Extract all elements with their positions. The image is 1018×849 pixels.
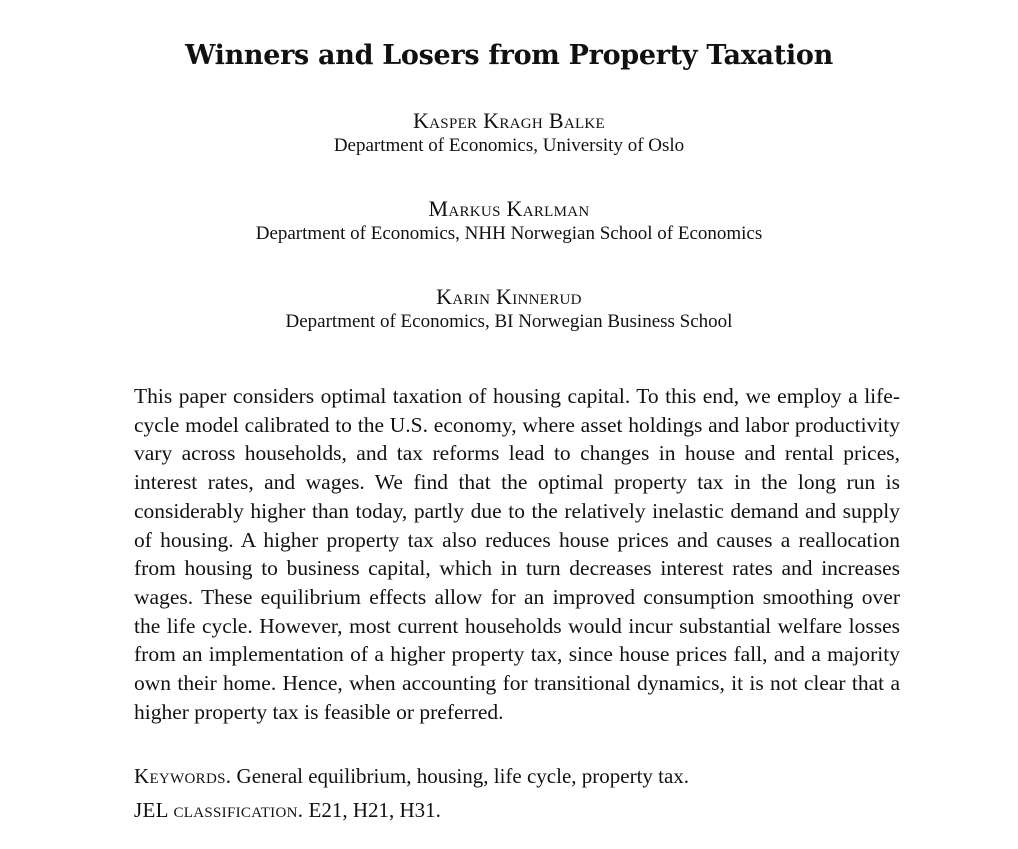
keywords-value: General equilibrium, housing, life cycle, property tax.	[236, 764, 690, 788]
abstract-text: This paper considers optimal taxation of housing capital. To this end, we employ a life-cycle model calibrated to the U.S. economy, where asset holdings and labor productivity vary across households, and tax reforms lead to changes in house and rental prices, interest rates, and wages. We find that the optimal property tax in the long run is considerably higher than today, partly due to the relatively inelastic demand and supply of housing. A higher property tax also reduces house prices and causes a reallocation from housing to business capital, which in turn decreases interest rates and increases wages. These equilibrium effects allow for an improved consumption smoothing over the life cycle. However, most current households would incur substantial welfare losses from an implementation of a higher property tax, since house prices fall, and a majority own their home. Hence, when accounting for transitional dynamics, it is not clear that a higher property tax is feasible or preferred.	[134, 384, 900, 724]
author-affiliation: Department of Economics, BI Norwegian Business School	[285, 311, 733, 332]
jel-value: E21, H21, H31.	[308, 798, 441, 822]
paper-title: Winners and Losers from Property Taxation	[185, 40, 833, 71]
jel-label: JEL classification.	[134, 798, 304, 822]
jel-line	[134, 797, 900, 823]
author-name: Kasper Kragh Balke	[412, 108, 606, 133]
author-name: Karin Kinnerud	[436, 284, 582, 309]
keywords-line	[134, 763, 900, 789]
author-name: Markus Karlman	[428, 196, 590, 221]
author-affiliation: Department of Economics, University of Oslo	[333, 135, 685, 156]
author-block-1	[0, 108, 1018, 158]
keywords-label: Keywords.	[134, 764, 232, 788]
author-block-3	[0, 284, 1018, 334]
author-block-2	[0, 196, 1018, 246]
author-affiliation: Department of Economics, NHH Norwegian School of Economics	[255, 223, 763, 244]
